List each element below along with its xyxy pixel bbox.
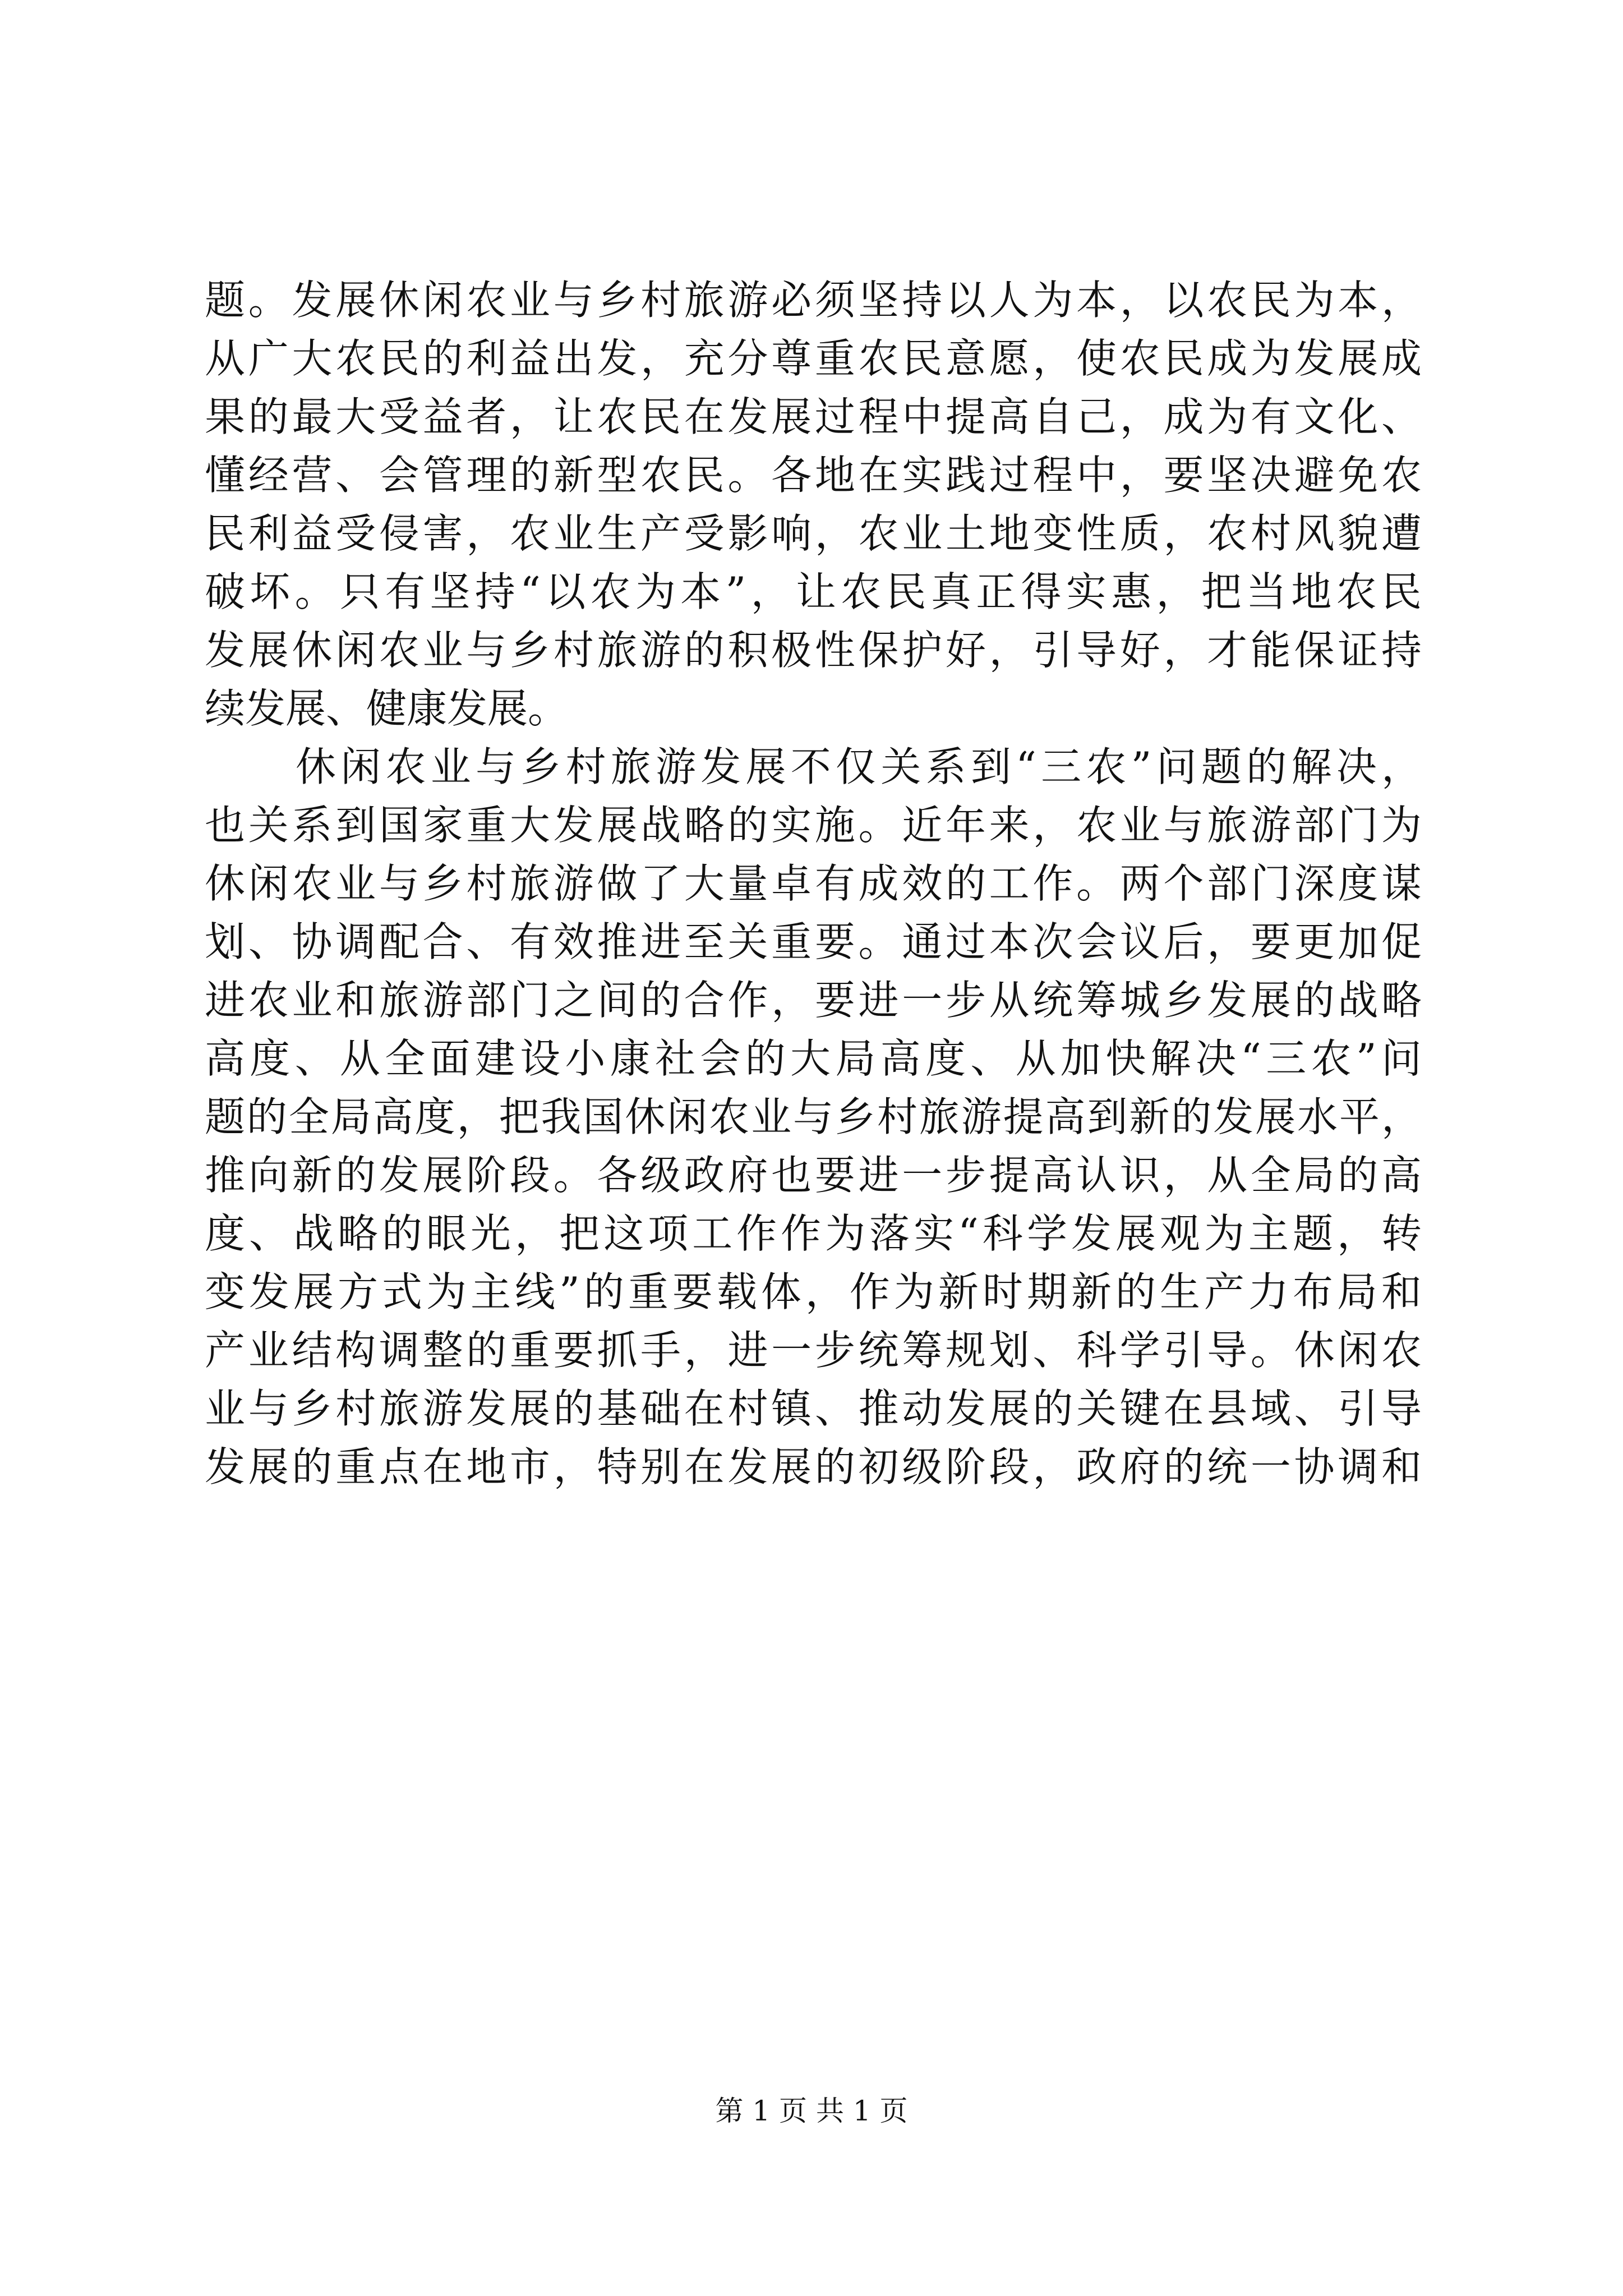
paragraph-line: 懂经营、会管理的新型农民。各地在实践过程中，要坚决避免农 bbox=[205, 452, 1422, 499]
paragraph-line: 进农业和旅游部门之间的合作，要进一步从统筹城乡发展的战略 bbox=[205, 977, 1422, 1024]
paragraph-line: 度、战略的眼光，把这项工作作为落实“科学发展观为主题，转 bbox=[205, 1210, 1422, 1257]
paragraph-line: 业与乡村旅游发展的基础在村镇、推动发展的关键在县域、引导 bbox=[205, 1385, 1422, 1432]
page-footer bbox=[0, 2091, 1623, 2131]
paragraph-line: 民利益受侵害，农业生产受影响，农业土地变性质，农村风貌遭 bbox=[205, 510, 1422, 557]
paragraph-line: 发展的重点在地市，特别在发展的初级阶段，政府的统一协调和 bbox=[205, 1443, 1422, 1490]
paragraph-1 bbox=[205, 271, 1422, 738]
paragraph-line: 题的全局高度，把我国休闲农业与乡村旅游提高到新的发展水平， bbox=[205, 1093, 1422, 1140]
paragraph-line: 从广大农民的利益出发，充分尊重农民意愿，使农民成为发展成 bbox=[205, 335, 1422, 382]
paragraph-line: 续发展、健康发展。 bbox=[205, 685, 569, 732]
paragraph-line: 产业结构调整的重要抓手，进一步统筹规划、科学引导。休闲农 bbox=[205, 1327, 1422, 1374]
paragraph-line: 划、协调配合、有效推进至关重要。通过本次会议后，要更加促 bbox=[205, 918, 1422, 965]
paragraph-line: 变发展方式为主线”的重要载体，作为新时期新的生产力布局和 bbox=[205, 1268, 1422, 1315]
paragraph-line: 破坏。只有坚持“以农为本”，让农民真正得实惠，把当地农民 bbox=[205, 568, 1422, 615]
paragraph-line: 休闲农业与乡村旅游做了大量卓有成效的工作。两个部门深度谋 bbox=[205, 860, 1422, 907]
paragraph-line: 也关系到国家重大发展战略的实施。近年来，农业与旅游部门为 bbox=[205, 802, 1422, 849]
paragraph-line: 果的最大受益者，让农民在发展过程中提高自己，成为有文化、 bbox=[205, 393, 1422, 440]
paragraph-line: 推向新的发展阶段。各级政府也要进一步提高认识，从全局的高 bbox=[205, 1152, 1422, 1199]
paragraph-line: 休闲农业与乡村旅游发展不仅关系到“三农”问题的解决， bbox=[296, 743, 1422, 790]
document-body bbox=[205, 271, 1422, 1496]
paragraph-line: 题。发展休闲农业与乡村旅游必须坚持以人为本，以农民为本， bbox=[205, 277, 1422, 324]
paragraph-2 bbox=[205, 738, 1422, 1496]
paragraph-line: 发展休闲农业与乡村旅游的积极性保护好，引导好，才能保证持 bbox=[205, 627, 1422, 674]
page-number: 第 1 页 共 1 页 bbox=[715, 2095, 908, 2127]
paragraph-line: 高度、从全面建设小康社会的大局高度、从加快解决“三农”问 bbox=[205, 1035, 1422, 1082]
